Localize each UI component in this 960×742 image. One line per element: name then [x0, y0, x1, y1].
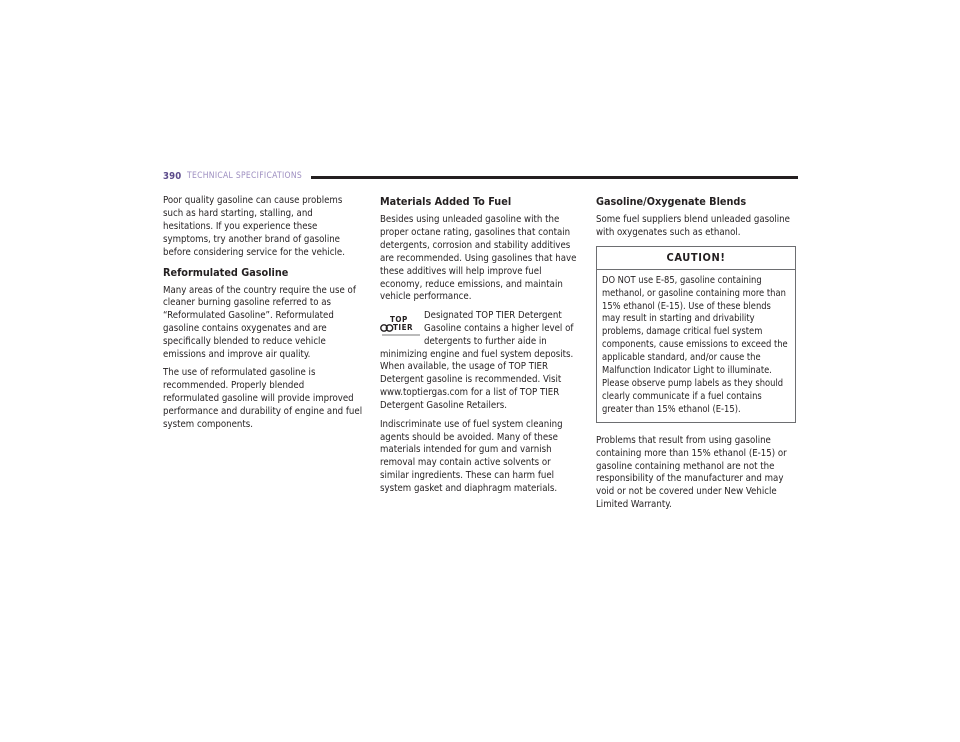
caution-box [596, 246, 796, 423]
blends-paragraph-2: Problems that result from using gasoline containing more than 15% ethanol (E-15) or gasoline containing methanol are not the responsibility of the manufacturer and may void or not be covered under New Vehicle Limited Warranty. [596, 434, 787, 511]
caution-text: DO NOT use E-85, gasoline containing methanol, or gasoline containing more than 15% ethanol (E-15). Use of these blends may result in starting and drivability problems, damage critical fuel system components, cause emissions to exceed the applicable standard, and/or cause the Malfunction Indicator Light to illuminate. Please observe pump labels as they should clearly communicate if a fuel contains greater than 15% ethanol (E-15). [602, 274, 788, 415]
header-rule [311, 176, 798, 179]
page-header [163, 171, 798, 185]
column-middle [380, 195, 580, 502]
toptier-logo-icon [380, 314, 420, 342]
logo-rings-icon [380, 324, 394, 332]
page-number: 390 [163, 171, 182, 182]
reformulated-paragraph-2: The use of reformulated gasoline is recommended. Properly blended reformulated gasoline will provide improved performance and durability of engine and fuel system components. [163, 367, 363, 431]
column-left [163, 195, 363, 438]
materials-paragraph-3: Indiscriminate use of fuel system cleaning agents should be avoided. Many of these materials intended for gum and varnish removal may contain active solvents or similar ingredients. These can harm fuel system gasket and diaphragm materials. [380, 418, 563, 495]
heading-reformulated-gasoline: Reformulated Gasoline [163, 265, 289, 279]
logo-tagline-bar [382, 334, 420, 336]
materials-paragraph-2 [380, 310, 580, 413]
logo-text-top: TOP [390, 314, 408, 324]
reformulated-paragraph-1: Many areas of the country require the use of cleaner burning gasoline referred to as “Reformulated Gasoline”. Reformulated gasoline contains oxygenates and are specifically blended to reduce vehicle emissions and improve air quality. [163, 284, 356, 361]
column-right [596, 195, 796, 518]
toptier-text: Designated TOP TIER Detergent Gasoline contains a higher level of detergents to further aide in minimizing engine and fuel system deposits. When available, the usage of TOP TIER Detergent gasoline is recommended. Visit www.toptiergas.com for a list of TOP TIER Detergent Gasoline Retailers. [380, 309, 574, 412]
heading-oxygenate-blends: Gasoline/Oxygenate Blends [596, 195, 747, 208]
intro-paragraph: Poor quality gasoline can cause problems such as hard starting, stalling, and hesitations. If you experience these symptoms, try another brand of gasoline before considering service for the vehicle. [163, 195, 345, 258]
heading-materials-added: Materials Added To Fuel [380, 195, 512, 208]
section-title: TECHNICAL SPECIFICATIONS [187, 171, 302, 181]
blends-paragraph-1: Some fuel suppliers blend unleaded gasoline with oxygenates such as ethanol. [596, 214, 790, 238]
materials-paragraph-1: Besides using unleaded gasoline with the proper octane rating, gasolines that contain detergents, corrosion and stability additives are recommended. Using gasolines that have these additives will help improve fuel economy, reduce emissions, and maintain vehicle performance. [380, 214, 577, 303]
caution-title: CAUTION! [597, 247, 795, 270]
logo-text-tier: TIER [393, 322, 414, 332]
